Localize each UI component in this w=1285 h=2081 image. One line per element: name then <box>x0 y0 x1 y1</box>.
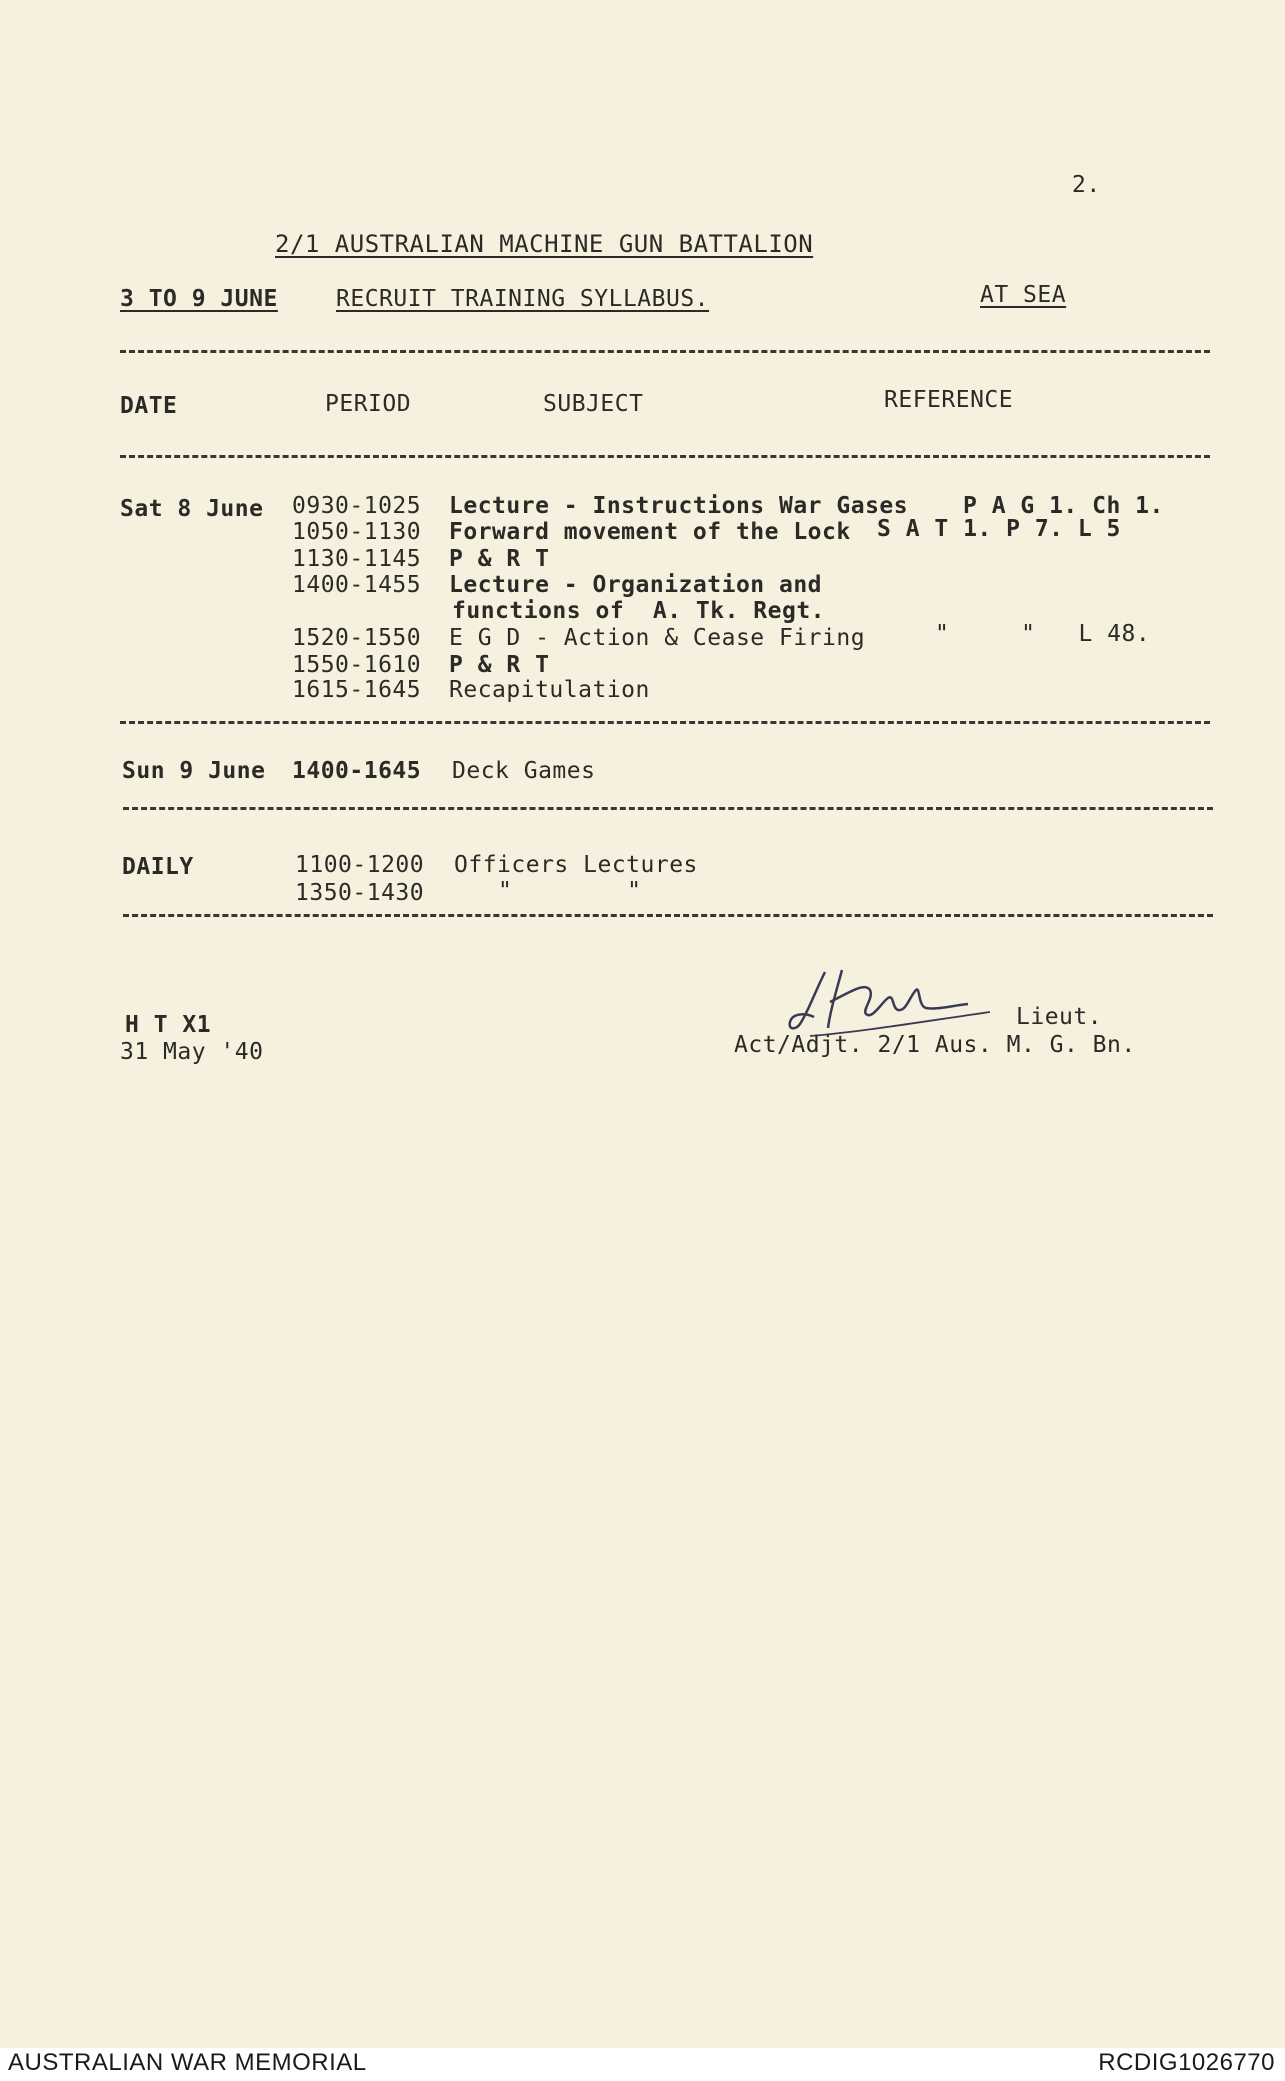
unit-heading: 2/1 AUSTRALIAN MACHINE GUN BATTALION <box>275 230 814 258</box>
schedule-subject: Deck Games <box>452 758 596 784</box>
schedule-reference: P A G 1. Ch 1. <box>963 493 1164 519</box>
schedule-subject: " " <box>498 878 642 904</box>
location-label: AT SEA <box>980 282 1067 308</box>
date-range: 3 TO 9 JUNE <box>120 286 278 312</box>
schedule-period: 1615-1645 <box>292 677 422 703</box>
schedule-subject: Lecture - Instructions War Gases <box>449 493 909 519</box>
divider-saturday <box>120 721 1210 724</box>
archive-label-left: AUSTRALIAN WAR MEMORIAL <box>8 2049 367 2076</box>
schedule-subject: P & R T <box>449 546 550 572</box>
schedule-period: 1400-1645 <box>292 758 422 784</box>
divider-daily <box>123 914 1213 917</box>
divider-top <box>120 350 1210 353</box>
document-date: 31 May '40 <box>120 1039 264 1065</box>
schedule-period: 1550-1610 <box>292 652 422 678</box>
divider-columns <box>120 455 1210 458</box>
schedule-period: 1350-1430 <box>295 880 425 906</box>
saturday-date: Sat 8 June <box>120 496 264 522</box>
schedule-subject: E G D - Action & Cease Firing <box>449 625 866 651</box>
schedule-reference: " " L 48. <box>935 621 1151 647</box>
page-number: 2. <box>1072 172 1101 198</box>
schedule-subject: Forward movement of the Lock <box>449 519 851 545</box>
schedule-period: 0930-1025 <box>292 493 422 519</box>
schedule-period: 1130-1145 <box>292 546 422 572</box>
column-reference: REFERENCE <box>884 387 1014 413</box>
schedule-period: 1520-1550 <box>292 625 422 651</box>
schedule-subject: P & R T <box>449 652 550 678</box>
schedule-period: 1400-1455 <box>292 572 422 598</box>
schedule-period: 1050-1130 <box>292 519 422 545</box>
schedule-subject-continued: functions of A. Tk. Regt. <box>452 598 826 624</box>
divider-sunday <box>123 807 1213 810</box>
schedule-period: 1100-1200 <box>295 852 425 878</box>
sunday-date: Sun 9 June <box>122 758 266 784</box>
archive-label-right: RCDIG1026770 <box>1098 2049 1275 2076</box>
column-date: DATE <box>120 393 178 419</box>
signatory-rank: Lieut. <box>1016 1004 1103 1030</box>
daily-label: DAILY <box>122 854 194 880</box>
syllabus-title: RECRUIT TRAINING SYLLABUS. <box>336 286 710 312</box>
schedule-reference: S A T 1. P 7. L 5 <box>877 516 1121 542</box>
schedule-subject: Officers Lectures <box>454 852 698 878</box>
column-period: PERIOD <box>325 391 412 417</box>
signatory-appointment: Act/Adjt. 2/1 Aus. M. G. Bn. <box>734 1032 1136 1058</box>
schedule-subject: Recapitulation <box>449 677 650 703</box>
file-reference: H T X1 <box>125 1012 212 1038</box>
column-subject: SUBJECT <box>543 391 644 417</box>
schedule-subject: Lecture - Organization and <box>449 572 823 598</box>
